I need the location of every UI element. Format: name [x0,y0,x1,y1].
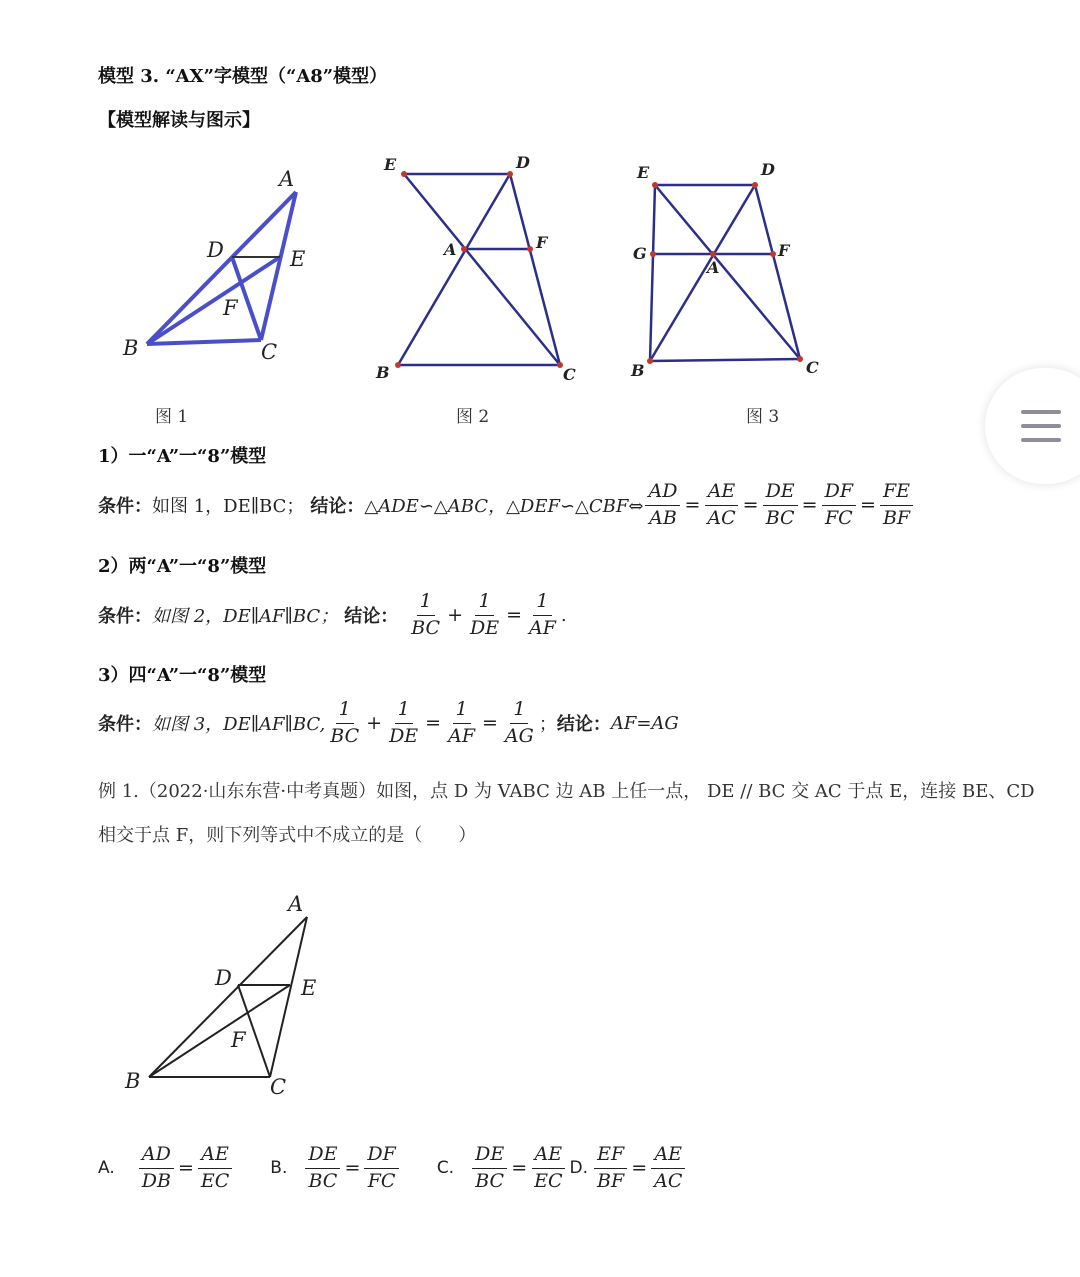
opt-b-right-den: FC [367,1169,396,1192]
example-line-1: 例 1.（2022·山东东营·中考真题）如图，点 D 为 VABC 边 AB 上任一点， DE // BC 交 AC 于点 E，连接 BE、CD [98,781,1035,802]
fig2-label-b: B [376,363,390,382]
example-label-b: B [125,1069,141,1093]
fig1-label-d: D [207,238,224,262]
model3-heading: 3）四“A”一“8”模型 [98,665,267,686]
page-title: 模型 3. “AX”字模型（“A8”模型） [98,66,388,87]
option-b-label[interactable]: B. [270,1158,288,1179]
m2-frac1-den: BC [411,616,441,639]
opt-c-left-num: DE [472,1143,507,1169]
answer-options: A. $\frac{AD}{DB}$ = $\frac{AE}{EC}$ B. $\frac{DE}{BC}$ = $\frac{DF}{FC}$ C. $\frac{DE}{BC}$ = $\frac{AE}{EC}$ D. $\frac{EF}{BF}$ = $\frac{AE}{AC}$ [98,1143,687,1194]
model1-concl-label: 结论： [310,496,365,518]
model3-sep: ； [538,714,557,736]
section-header: 【模型解读与图示】 [98,110,260,131]
opt-a-right-num: AE [198,1143,232,1169]
opt-b-left-num: DE [305,1143,340,1169]
model1-cond-label: 条件： [98,496,152,518]
m3-frac1-den: BC [330,724,360,747]
opt-a-left-num: AD [139,1143,174,1169]
figure-2-caption: 图 2 [456,407,490,427]
opt-c-left-den: BC [475,1169,505,1192]
m3-frac3-den: AF [448,724,475,747]
model1-concl-text: △ADE∽△ABC，△DEF∽△CBF⇔ [364,496,644,518]
model3-cond-label: 条件： [98,714,152,736]
fig1-label-b: B [123,336,139,360]
opt-c-right-num: AE [532,1143,566,1169]
model2-end: . [560,604,567,626]
opt-c-right-den: EC [534,1169,563,1192]
m1-frac3-den: BC [765,506,795,529]
model2-statement: 条件： 如图 2，DE∥AF∥BC； 结论： $\frac{1}{BC}$ + $\frac{1}{DE}$ = $\frac{1}{AF}$ . [98,590,567,639]
m1-frac2-den: AC [707,506,736,529]
m2-frac1-num: 1 [417,590,435,616]
fig3-label-e: E [637,163,650,182]
fig3-label-c: C [806,358,819,377]
option-a-label[interactable]: A. [98,1158,115,1179]
m3-frac4-num: 1 [510,698,528,724]
model3-cond-text: 如图 3，DE∥AF∥BC, [152,714,326,736]
fig2-label-e: E [384,155,397,174]
model2-cond-label: 条件： [98,606,152,628]
example-label-c: C [270,1075,287,1099]
opt-d-left-num: EF [594,1143,627,1169]
m2-frac2-den: DE [469,616,500,639]
fig3-label-a: A [707,258,720,277]
option-d-label[interactable]: D. [569,1158,589,1179]
model3-statement: 条件： 如图 3，DE∥AF∥BC, $\frac{1}{BC}$ + $\frac{1}{DE}$ = $\frac{1}{AF}$ = $\frac{1}{AG}$ ； 结论： AF=AG [98,698,679,747]
m3-frac2-den: DE [389,724,419,747]
model3-concl-text: AF=AG [610,712,679,734]
fig2-label-a: A [444,240,457,259]
fig1-label-f: F [223,296,238,320]
m3-frac1-num: 1 [336,698,354,724]
figure-3-caption: 图 3 [746,407,780,427]
fig2-label-c: C [563,365,576,384]
m1-frac1-den: AB [649,506,677,529]
opt-b-right-num: DF [364,1143,398,1169]
example-label-a: A [288,892,304,916]
opt-a-left-den: DB [141,1169,171,1192]
opt-b-left-den: BC [308,1169,338,1192]
fig1-label-c: C [261,340,278,364]
fig1-label-e: E [290,247,306,271]
m1-frac4-den: FC [824,506,853,529]
model2-cond-text: 如图 2，DE∥AF∥BC； [152,606,339,628]
m3-frac4-den: AG [504,724,534,747]
example-label-e: E [301,976,317,1000]
figure-1 [115,160,325,370]
example-line-2: 相交于点 F，则下列等式中不成立的是（ ） [98,825,477,846]
option-c-label[interactable]: C. [436,1158,455,1179]
m2-frac3-den: AF [529,616,556,639]
model2-concl-label: 结论： [344,606,399,628]
m1-frac5-num: FE [880,480,913,506]
m2-frac3-num: 1 [533,590,551,616]
floating-menu-button[interactable] [985,368,1080,484]
example-label-f: F [231,1028,246,1052]
fig3-label-d: D [761,160,775,179]
model1-cond-text: 如图 1，DE∥BC； [152,496,305,518]
model1-statement: 条件： 如图 1，DE∥BC； 结论： △ADE∽△ABC，△DEF∽△CBF⇔ $\frac{AD}{AB}$ = $\frac{AE}{AC}$ = $\frac{DE}{BC}$ = $\frac{DF}{FC}$ = $\frac{FE}{BF}$ [98,480,915,531]
fig2-label-d: D [516,153,530,172]
m1-frac1-num: AD [645,480,680,506]
opt-d-left-den: BF [597,1169,625,1192]
fig3-label-g: G [633,244,647,263]
opt-d-right-num: AE [651,1143,685,1169]
fig1-label-a: A [279,167,295,191]
model1-heading: 1）一“A”一“8”模型 [98,446,267,467]
opt-a-right-den: EC [200,1169,230,1192]
m1-frac3-num: DE [763,480,798,506]
fig3-label-f: F [778,241,790,260]
m1-frac5-den: BF [882,506,911,529]
m2-frac2-num: 1 [475,590,493,616]
figure-2 [370,150,590,385]
m1-frac2-num: AE [705,480,739,506]
model3-concl-label: 结论： [556,714,611,736]
example-label-d: D [215,966,232,990]
fig3-label-b: B [631,361,645,380]
model2-heading: 2）两“A”一“8”模型 [98,556,267,577]
m3-frac3-num: 1 [453,698,471,724]
m1-frac4-num: DF [822,480,856,506]
m3-frac2-num: 1 [395,698,413,724]
example-figure [115,885,345,1105]
figure-3 [625,155,835,380]
figure-1-caption: 图 1 [155,407,189,427]
fig2-label-f: F [536,233,548,252]
opt-d-right-den: AC [654,1169,683,1192]
